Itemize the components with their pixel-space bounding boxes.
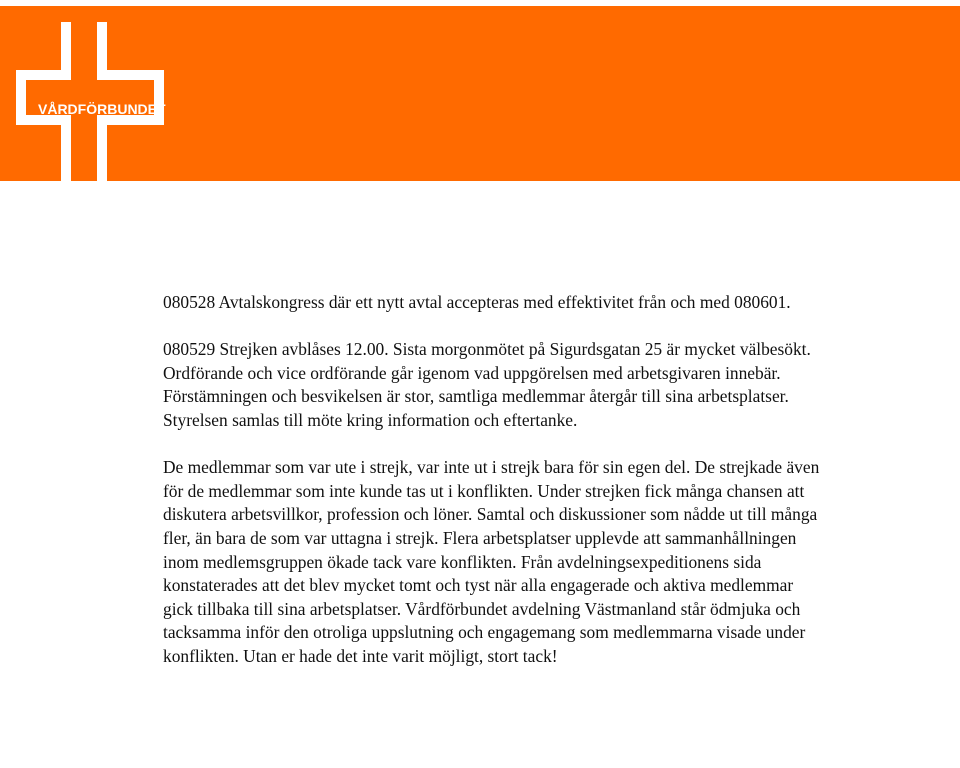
vardforbundet-logo [16,14,164,182]
cross-logo-icon [16,14,164,182]
document-body [163,291,823,692]
paragraph-strejken-avblases: 080529 Strejken avblåses 12.00. Sista morgonmötet på Sigurdsgatan 25 är mycket välbesökt. Ordförande och vice ordförande går igenom vad uppgörelsen med arbetsgivaren innebär. Förstämningen och besvikelsen är stor, samtliga medlemmar återgår till sina arbetsplatser. Styrelsen samlas till möte kring information och eftertanke. [163,339,811,430]
paragraph-medlemmar-strejk: De medlemmar som var ute i strejk, var inte ut i strejk bara för sin egen del. De strejkade även för de medlemmar som inte kunde tas ut i konflikten. Under strejken fick många chansen att diskutera arbetsvillkor, profession och löner. Samtal och diskussioner som nådde ut till många fler, än bara de som var uttagna i strejk. Flera arbetsplatser upplevde att sammanhållningen inom medlemsgruppen ökade tack vare konflikten. Från avdelningsexpeditionens sida konstaterades att det blev mycket tomt och tyst när alla engagerade och aktiva medlemmar gick tillbaka till sina arbetsplatser. Vårdförbundet avdelning Västmanland står ödmjuka och tacksamma inför den otroliga uppslutning och engagemang som medlemmarna visade under konflikten. Utan er hade det inte varit möjligt, stort tack! [163,457,820,666]
logo-text: VÅRDFÖRBUNDET [38,101,166,117]
paragraph-avtalskongress: 080528 Avtalskongress där ett nytt avtal accepteras med effektivitet från och med 080601. [163,292,791,312]
